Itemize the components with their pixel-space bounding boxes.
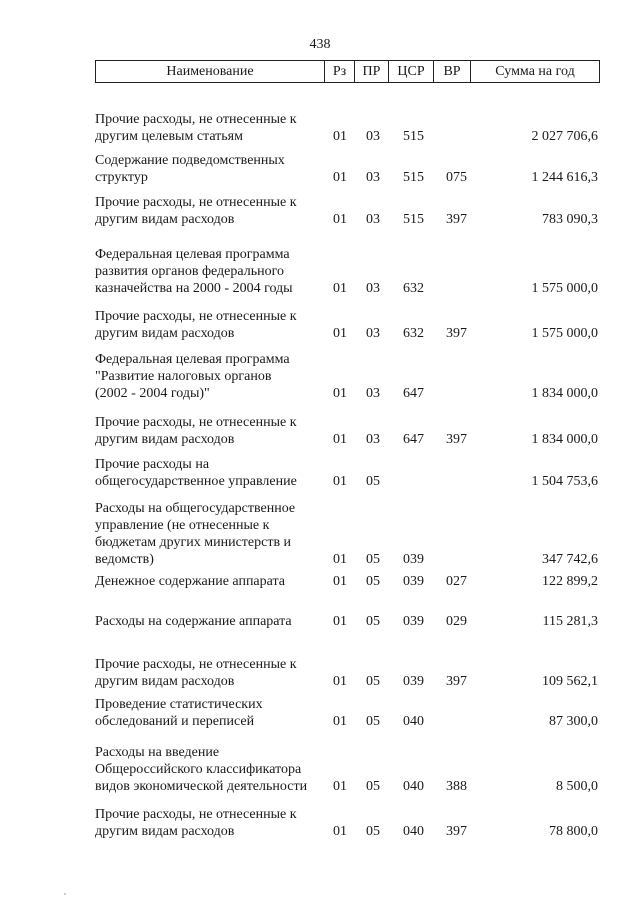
row-pr: 03 bbox=[366, 281, 380, 296]
row-rz: 01 bbox=[333, 552, 347, 567]
row-sum: 109 562,1 bbox=[542, 674, 598, 689]
row-rz: 01 bbox=[333, 614, 347, 629]
row-csr: 039 bbox=[403, 574, 424, 589]
table-row bbox=[0, 806, 640, 840]
header-csr: ЦСР bbox=[389, 61, 434, 82]
row-rz: 01 bbox=[333, 170, 347, 185]
row-csr: 515 bbox=[403, 212, 424, 227]
row-rz: 01 bbox=[333, 779, 347, 794]
row-csr: 040 bbox=[403, 779, 424, 794]
row-rz: 01 bbox=[333, 212, 347, 227]
row-sum: 78 800,0 bbox=[549, 824, 598, 839]
row-sum: 347 742,6 bbox=[542, 552, 598, 567]
row-csr: 515 bbox=[403, 129, 424, 144]
header-vr: ВР bbox=[434, 61, 471, 82]
row-rz: 01 bbox=[333, 386, 347, 401]
row-csr: 040 bbox=[403, 714, 424, 729]
row-pr: 05 bbox=[366, 824, 380, 839]
table-header bbox=[95, 60, 600, 83]
table-row bbox=[0, 573, 640, 590]
table-row bbox=[0, 308, 640, 342]
table-row bbox=[0, 744, 640, 795]
table-row bbox=[0, 656, 640, 690]
table-row bbox=[0, 194, 640, 228]
row-rz: 01 bbox=[333, 129, 347, 144]
scan-speck bbox=[64, 893, 66, 895]
row-rz: 01 bbox=[333, 824, 347, 839]
row-sum: 1 575 000,0 bbox=[531, 326, 598, 341]
row-pr: 03 bbox=[366, 386, 380, 401]
row-name: Прочие расходы, не отнесенные к другим целевым статьям bbox=[95, 112, 297, 144]
row-vr: 029 bbox=[446, 614, 467, 629]
row-vr: 397 bbox=[446, 212, 467, 227]
row-sum: 1 575 000,0 bbox=[531, 281, 598, 296]
row-name: Содержание подведомственных структур bbox=[95, 153, 285, 185]
row-vr: 397 bbox=[446, 326, 467, 341]
row-pr: 05 bbox=[366, 474, 380, 489]
row-rz: 01 bbox=[333, 474, 347, 489]
row-rz: 01 bbox=[333, 674, 347, 689]
row-name: Прочие расходы, не отнесенные к другим видам расходов bbox=[95, 415, 297, 447]
row-sum: 122 899,2 bbox=[542, 574, 598, 589]
row-name: Прочие расходы, не отнесенные к другим видам расходов bbox=[95, 807, 297, 839]
row-pr: 05 bbox=[366, 674, 380, 689]
table-row bbox=[0, 696, 640, 730]
row-pr: 03 bbox=[366, 170, 380, 185]
row-pr: 05 bbox=[366, 574, 380, 589]
row-vr: 397 bbox=[446, 674, 467, 689]
header-pr: ПР bbox=[355, 61, 389, 82]
row-name: Прочие расходы на общегосударственное управление bbox=[95, 457, 297, 489]
row-csr: 039 bbox=[403, 614, 424, 629]
row-sum: 1 504 753,6 bbox=[531, 474, 598, 489]
row-name: Расходы на введение Общероссийского классификатора видов экономической деятельности bbox=[95, 745, 308, 794]
row-name: Прочие расходы, не отнесенные к другим видам расходов bbox=[95, 309, 297, 341]
header-rz: Рз bbox=[325, 61, 355, 82]
row-pr: 05 bbox=[366, 614, 380, 629]
table-row bbox=[0, 246, 640, 297]
row-vr: 397 bbox=[446, 824, 467, 839]
row-sum: 115 281,3 bbox=[542, 614, 598, 629]
row-name: Федеральная целевая программа развития органов федерального казначейства на 2000 - 2004 годы bbox=[95, 247, 293, 296]
table-row bbox=[0, 351, 640, 402]
row-name: Федеральная целевая программа "Развитие налоговых органов (2002 - 2004 годы)" bbox=[95, 352, 290, 401]
row-pr: 03 bbox=[366, 432, 380, 447]
table-row bbox=[0, 613, 640, 630]
row-csr: 647 bbox=[403, 432, 424, 447]
row-csr: 515 bbox=[403, 170, 424, 185]
row-csr: 632 bbox=[403, 326, 424, 341]
table-row bbox=[0, 111, 640, 145]
row-rz: 01 bbox=[333, 432, 347, 447]
row-pr: 05 bbox=[366, 779, 380, 794]
row-csr: 039 bbox=[403, 552, 424, 567]
row-sum: 783 090,3 bbox=[542, 212, 598, 227]
row-name: Прочие расходы, не отнесенные к другим видам расходов bbox=[95, 657, 297, 689]
table-row bbox=[0, 456, 640, 490]
table-row bbox=[0, 152, 640, 186]
row-name: Денежное содержание аппарата bbox=[95, 574, 286, 589]
row-rz: 01 bbox=[333, 326, 347, 341]
row-csr: 632 bbox=[403, 281, 424, 296]
header-sum: Сумма на год bbox=[495, 64, 575, 79]
row-csr: 039 bbox=[403, 674, 424, 689]
row-sum: 1 834 000,0 bbox=[531, 432, 598, 447]
row-rz: 01 bbox=[333, 574, 347, 589]
table-row bbox=[0, 500, 640, 568]
row-vr: 075 bbox=[446, 170, 467, 185]
row-sum: 87 300,0 bbox=[549, 714, 598, 729]
row-sum: 1 834 000,0 bbox=[531, 386, 598, 401]
row-vr: 397 bbox=[446, 432, 467, 447]
row-pr: 03 bbox=[366, 129, 380, 144]
row-pr: 05 bbox=[366, 552, 380, 567]
row-vr: 388 bbox=[446, 779, 467, 794]
row-vr: 027 bbox=[446, 574, 467, 589]
row-sum: 2 027 706,6 bbox=[531, 129, 598, 144]
row-csr: 040 bbox=[403, 824, 424, 839]
page-number: 438 bbox=[309, 37, 331, 52]
table-row bbox=[0, 414, 640, 448]
row-name: Расходы на общегосударственное управление (не отнесенные к бюджетам других министерств и ведомств) bbox=[95, 501, 296, 567]
row-csr: 647 bbox=[403, 386, 424, 401]
row-sum: 1 244 616,3 bbox=[531, 170, 598, 185]
row-rz: 01 bbox=[333, 281, 347, 296]
row-sum: 8 500,0 bbox=[556, 779, 598, 794]
row-rz: 01 bbox=[333, 714, 347, 729]
row-pr: 03 bbox=[366, 212, 380, 227]
row-name: Проведение статистических обследований и переписей bbox=[95, 697, 263, 729]
row-name: Прочие расходы, не отнесенные к другим видам расходов bbox=[95, 195, 297, 227]
row-pr: 05 bbox=[366, 714, 380, 729]
row-name: Расходы на содержание аппарата bbox=[95, 614, 292, 629]
row-pr: 03 bbox=[366, 326, 380, 341]
header-name: Наименование bbox=[96, 61, 325, 82]
